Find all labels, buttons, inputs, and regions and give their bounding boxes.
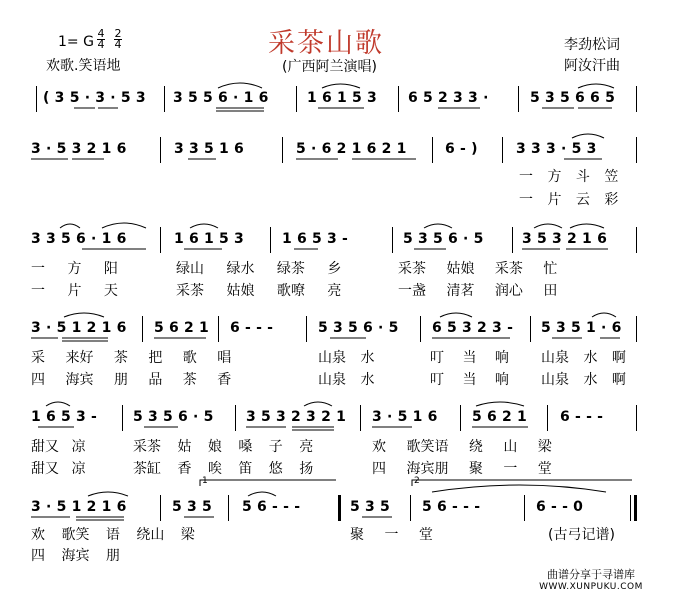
lyrics-verse-2: 采茶 姑娘 歌嘹 亮 xyxy=(176,283,342,299)
measure: 6 5 2 3 3 · xyxy=(408,90,489,106)
transcriber-credit: (古弓记谱) xyxy=(548,527,615,543)
song-title: 采茶山歌 xyxy=(268,28,384,59)
measure: 3 5 3 2 3 2 1 xyxy=(246,409,347,425)
measure: 1 6 5 3 - xyxy=(31,409,98,425)
lyrics-verse-1: 甜又 凉 xyxy=(31,439,86,455)
watermark-url: WWW.XUNPUKU.COM xyxy=(539,582,643,592)
measure: 1 6 1 5 3 xyxy=(174,231,245,247)
measure: 5 6 2 1 xyxy=(472,409,527,425)
lyrics-verse-2: 一 片 天 xyxy=(31,283,118,299)
measure: 6 - ) xyxy=(445,141,478,157)
measure: 6 - - 0 xyxy=(536,499,584,515)
lyrics-verse-1: 叮 当 响 xyxy=(430,350,509,366)
watermark xyxy=(526,566,656,592)
lyricist: 李劲松词 xyxy=(564,37,620,53)
key-signature: 1= G xyxy=(58,34,94,50)
measure: 5 6 - - - xyxy=(422,499,481,515)
lyrics-verse-1: 采茶 姑娘 采茶 忙 xyxy=(398,261,558,277)
measure: 1 6 1 5 3 xyxy=(307,90,378,106)
time-signature-a: 4 4 xyxy=(97,27,105,51)
lyrics-verse-1: 采 来好 茶 把 歌 唱 xyxy=(31,350,232,366)
measure: 3 3 5 1 6 xyxy=(174,141,245,157)
lyrics-verse-1: 聚 一 堂 xyxy=(350,527,433,543)
lyrics-verse-1: 山泉 水 啊 xyxy=(541,350,626,366)
measure: 3 · 5 1 6 xyxy=(372,409,438,425)
measure: 5 3 5 xyxy=(350,499,390,515)
measure: 3 5 3 2 1 6 xyxy=(522,231,608,247)
measure: 6 - - - xyxy=(560,409,604,425)
measure: 6 - - - xyxy=(230,320,274,336)
measure: 1 6 5 3 - xyxy=(282,231,349,247)
performer-note: (广西阿兰演唱) xyxy=(282,59,377,75)
measure: 6 5 3 2 3 - xyxy=(432,320,514,336)
measure: 5 3 5 xyxy=(172,499,212,515)
measure: 3 3 5 6 · 1 6 xyxy=(31,231,127,247)
lyrics-verse-2: 山泉 水 啊 xyxy=(541,372,626,388)
measure: 5 3 5 6 · 5 xyxy=(318,320,399,336)
measure: 3 5 5 6 · 1 6 xyxy=(173,90,269,106)
measure: 5 6 - - - xyxy=(242,499,301,515)
measure: 5 3 5 1 · 6 xyxy=(541,320,622,336)
lyrics-verse-2: 山泉 水 xyxy=(318,372,375,388)
lyrics-verse-2: 叮 当 响 xyxy=(430,372,509,388)
lyrics-verse-1: 采茶 姑 娘 嗓 子 亮 xyxy=(133,439,314,455)
time-signature-b: 2 4 xyxy=(114,27,122,51)
measure: 3 3 3 · 5 3 xyxy=(516,141,597,157)
watermark-text: 曲谱分享于寻谱库 xyxy=(547,568,635,581)
measure: 3 · 5 1 2 1 6 xyxy=(31,320,127,336)
measure: 5 3 5 6 6 5 xyxy=(530,90,616,106)
measure: 5 · 6 2 1 6 2 1 xyxy=(296,141,407,157)
lyrics-verse-2: 四 海宾 朋 xyxy=(31,548,120,564)
tempo-mood: 欢歌.笑语地 xyxy=(46,58,121,74)
lyrics-verse-1: 欢 歌笑语 绕 山 梁 xyxy=(372,439,552,455)
volta-1-label: 1 xyxy=(202,476,208,486)
measure: 5 3 5 6 · 5 xyxy=(133,409,214,425)
measure: 3 · 5 3 2 1 6 xyxy=(31,141,127,157)
lyrics-verse-2: 一盏 清茗 润心 田 xyxy=(398,283,558,299)
lyrics-verse-2: 四 海宾朋 聚 一 堂 xyxy=(372,461,552,477)
lyrics-verse-2: 四 海宾 朋 品 茶 香 xyxy=(31,372,232,388)
lyrics-verse-2: 茶缸 香 唉 笛 悠 扬 xyxy=(133,461,314,477)
measure: 3 · 5 1 2 1 6 xyxy=(31,499,127,515)
composer: 阿汝汗曲 xyxy=(564,58,620,74)
lyrics-verse-1: 一 方 阳 xyxy=(31,261,118,277)
lyrics-verse-1: 绿山 绿水 绿茶 乡 xyxy=(176,261,342,277)
measure: 5 6 2 1 xyxy=(154,320,209,336)
lyrics-verse-2: 一 片 云 彩 xyxy=(519,192,619,208)
volta-2-label: 2 xyxy=(414,476,420,486)
measure: 5 3 5 6 · 5 xyxy=(403,231,484,247)
measure: ( 3 5 · 3 · 5 3 xyxy=(43,90,146,106)
lyrics-verse-1: 欢 歌笑 语 绕山 梁 xyxy=(31,527,195,543)
lyrics-verse-1: 一 方 斗 笠 xyxy=(519,169,619,185)
lyrics-verse-2: 甜又 凉 xyxy=(31,461,86,477)
lyrics-verse-1: 山泉 水 xyxy=(318,350,375,366)
